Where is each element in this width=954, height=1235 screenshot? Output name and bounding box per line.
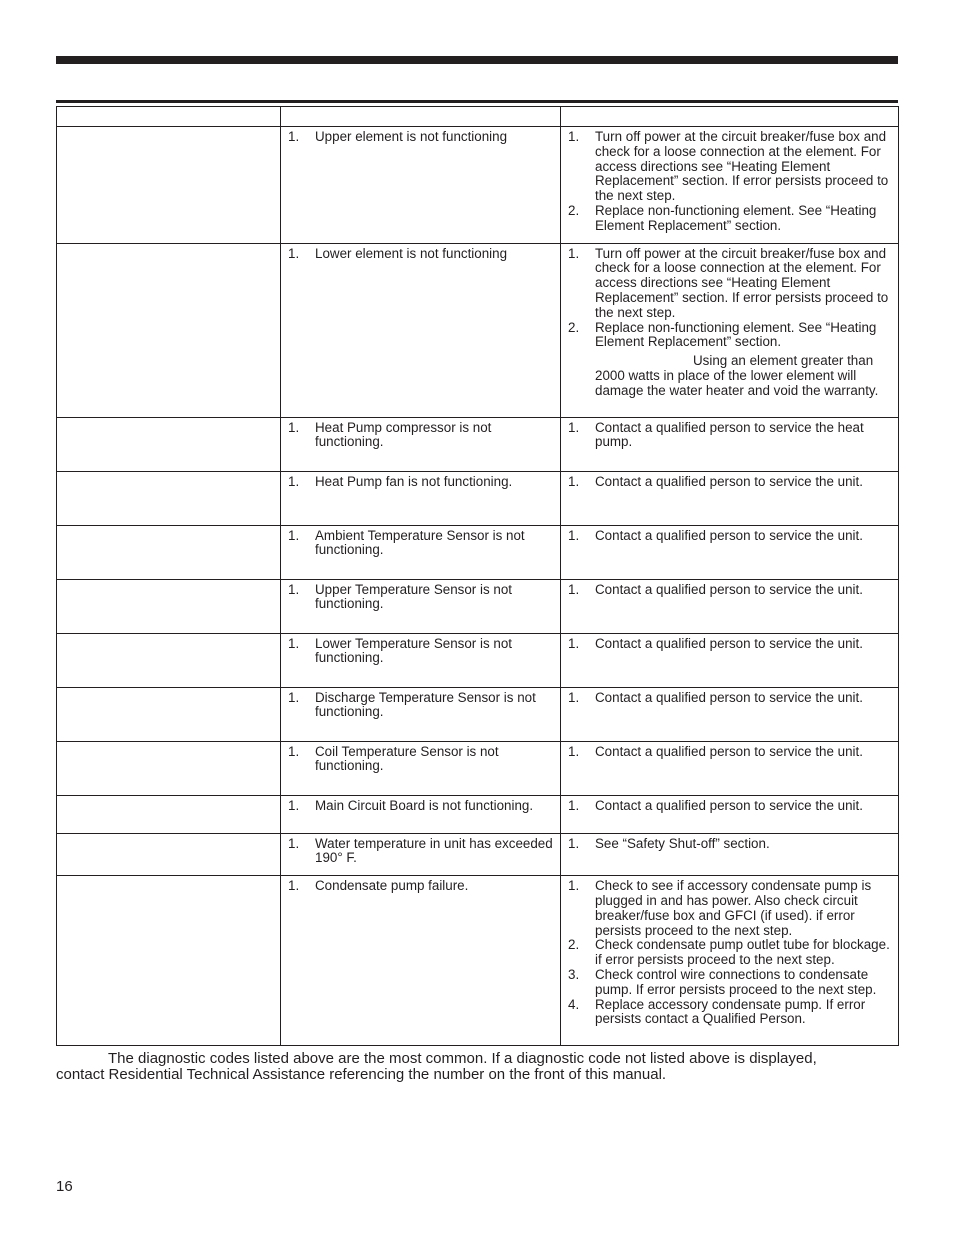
warning-note [568,354,891,398]
cause-item-text: Discharge Temperature Sensor is not functioning. [315,689,536,720]
action-item [568,321,891,351]
cause-item [288,691,553,721]
action-item-number: 2. [568,937,580,953]
cause-item-number: 1. [288,245,300,261]
action-item-number: 1. [568,689,580,705]
cause-item-text: Upper element is not functioning [315,129,508,144]
cause-item [288,475,553,490]
action-item-number: 2. [568,202,580,218]
action-cell [561,579,899,633]
table-row [57,687,899,741]
action-item-text: Replace accessory condensate pump. If error persists contact a Qualified Person. [595,996,866,1027]
action-item-text: Contact a qualified person to service the heat pump. [595,419,864,450]
action-item-text: Contact a qualified person to service the unit. [595,743,863,759]
action-cell [561,471,899,525]
action-item [568,247,891,321]
action-item-number: 1. [568,743,580,759]
table-row [57,525,899,579]
action-item [568,799,891,814]
action-cell [561,633,899,687]
action-cell [561,833,899,876]
cause-item-number: 1. [288,581,300,597]
action-cell [561,741,899,795]
action-item-number: 2. [568,319,580,335]
cause-item-number: 1. [288,527,300,543]
action-item-number: 1. [568,473,580,489]
action-item [568,691,891,706]
action-item [568,130,891,204]
code-cell [57,579,281,633]
cause-item [288,837,553,867]
code-cell [57,687,281,741]
footer-line-1: The diagnostic codes listed above are the most common. If a diagnostic code not listed above is displayed, [108,1050,817,1067]
cause-item-text: Heat Pump compressor is not functioning. [315,419,492,450]
cause-cell [281,687,561,741]
cause-item [288,529,553,559]
action-item [568,421,891,451]
cause-item-number: 1. [288,835,300,851]
cause-item-text: Upper Temperature Sensor is not functioning. [315,581,512,612]
cause-item-text: Condensate pump failure. [315,878,469,894]
cause-cell [281,876,561,1046]
action-item-text: Check to see if accessory condensate pump is plugged in and has power. Also check circuit breaker/fuse box and GFCI (if used). if error persists proceed to the next step. [595,878,872,938]
action-cell [561,417,899,471]
action-item [568,998,891,1028]
cause-item-number: 1. [288,878,300,894]
header-cell-action [561,107,899,127]
action-item-text: Contact a qualified person to service the unit. [595,689,863,705]
action-cell [561,795,899,833]
action-item-number: 1. [568,419,580,435]
action-item-text: Contact a qualified person to service the unit. [595,635,863,651]
action-item-number: 1. [568,245,580,261]
table-row [57,243,899,417]
header-cell-code [57,107,281,127]
code-cell [57,127,281,244]
table-row [57,417,899,471]
action-item [568,529,891,544]
cause-item-number: 1. [288,635,300,651]
header-cell-cause [281,107,561,127]
action-item-text: Check condensate pump outlet tube for blockage. if error persists proceed to the next step. [595,937,890,968]
header-bar [56,56,898,64]
table-row [57,579,899,633]
table-row [57,741,899,795]
table-header-row [57,107,899,127]
cause-cell [281,127,561,244]
code-cell [57,741,281,795]
action-item [568,837,891,852]
action-item-text: Replace non-functioning element. See “Heating Element Replacement” section. [595,202,877,233]
cause-cell [281,417,561,471]
action-item [568,745,891,760]
cause-cell [281,741,561,795]
code-cell [57,795,281,833]
table-top-rule [56,100,898,103]
action-item-text: Contact a qualified person to service the unit. [595,581,863,597]
action-cell [561,876,899,1046]
action-item-number: 1. [568,581,580,597]
action-cell [561,687,899,741]
table-row [57,833,899,876]
action-item-text: Contact a qualified person to service the unit. [595,473,863,489]
action-item-text: See “Safety Shut-off” section. [595,835,770,851]
action-cell [561,127,899,244]
action-item [568,938,891,968]
cause-item-text: Lower element is not functioning [315,245,508,261]
cause-item-number: 1. [288,797,300,813]
page-number: 16 [56,1178,73,1195]
action-item-number: 1. [568,835,580,851]
cause-item-number: 1. [288,473,300,489]
cause-cell [281,795,561,833]
action-item-text: Turn off power at the circuit breaker/fuse box and check for a loose connection at the element. For access directions see “Heating Element Replacement” section. If error persists proceed to the next step. [595,245,889,320]
cause-item [288,130,553,145]
action-item-number: 3. [568,966,580,982]
table-row [57,795,899,833]
action-item-text: Replace non-functioning element. See “Heating Element Replacement” section. [595,319,877,350]
code-cell [57,833,281,876]
action-cell [561,243,899,417]
cause-item [288,745,553,775]
action-item-text: Contact a qualified person to service the unit. [595,797,863,813]
action-item-number: 1. [568,129,580,144]
action-item [568,637,891,652]
action-item-number: 4. [568,996,580,1012]
cause-item-text: Main Circuit Board is not functioning. [315,797,534,813]
table-row [57,471,899,525]
cause-item-number: 1. [288,743,300,759]
cause-cell [281,471,561,525]
action-item [568,204,891,234]
cause-item-text: Coil Temperature Sensor is not functioning. [315,743,499,774]
warning-note-text: Using an element greater than 2000 watts in place of the lower element will damage the water heater and void the warranty. [595,353,879,398]
code-cell [57,243,281,417]
cause-item-text: Lower Temperature Sensor is not functioning. [315,635,512,666]
cause-item [288,637,553,667]
cause-cell [281,525,561,579]
cause-cell [281,579,561,633]
action-item-text: Turn off power at the circuit breaker/fuse box and check for a loose connection at the element. For access directions see “Heating Element Replacement” section. If error persists proceed to the next step. [595,129,889,204]
diagnostic-table [56,106,899,1046]
cause-item-number: 1. [288,129,300,144]
code-cell [57,876,281,1046]
code-cell [57,633,281,687]
action-item [568,475,891,490]
cause-item-text: Water temperature in unit has exceeded 190° F. [315,835,553,866]
cause-item-number: 1. [288,689,300,705]
cause-item [288,583,553,613]
cause-cell [281,243,561,417]
table-row [57,633,899,687]
code-cell [57,525,281,579]
footer-line-2: contact Residential Technical Assistance referencing the number on the front of this manual. [56,1066,667,1083]
table-row [57,876,899,1046]
cause-item [288,421,553,451]
cause-item-number: 1. [288,419,300,435]
code-cell [57,471,281,525]
table-row [57,127,899,244]
cause-item [288,247,553,262]
cause-item [288,799,553,814]
action-item [568,968,891,998]
action-item-number: 1. [568,878,580,894]
action-item-number: 1. [568,527,580,543]
action-item [568,879,891,938]
action-item-text: Contact a qualified person to service the unit. [595,527,863,543]
cause-cell [281,633,561,687]
code-cell [57,417,281,471]
action-item [568,583,891,598]
footer-note [56,1051,898,1083]
action-item-number: 1. [568,797,580,813]
action-cell [561,525,899,579]
cause-item-text: Ambient Temperature Sensor is not functioning. [315,527,525,558]
action-item-number: 1. [568,635,580,651]
cause-item [288,879,553,894]
cause-cell [281,833,561,876]
action-item-text: Check control wire connections to condensate pump. If error persists proceed to the next step. [595,966,877,997]
cause-item-text: Heat Pump fan is not functioning. [315,473,513,489]
